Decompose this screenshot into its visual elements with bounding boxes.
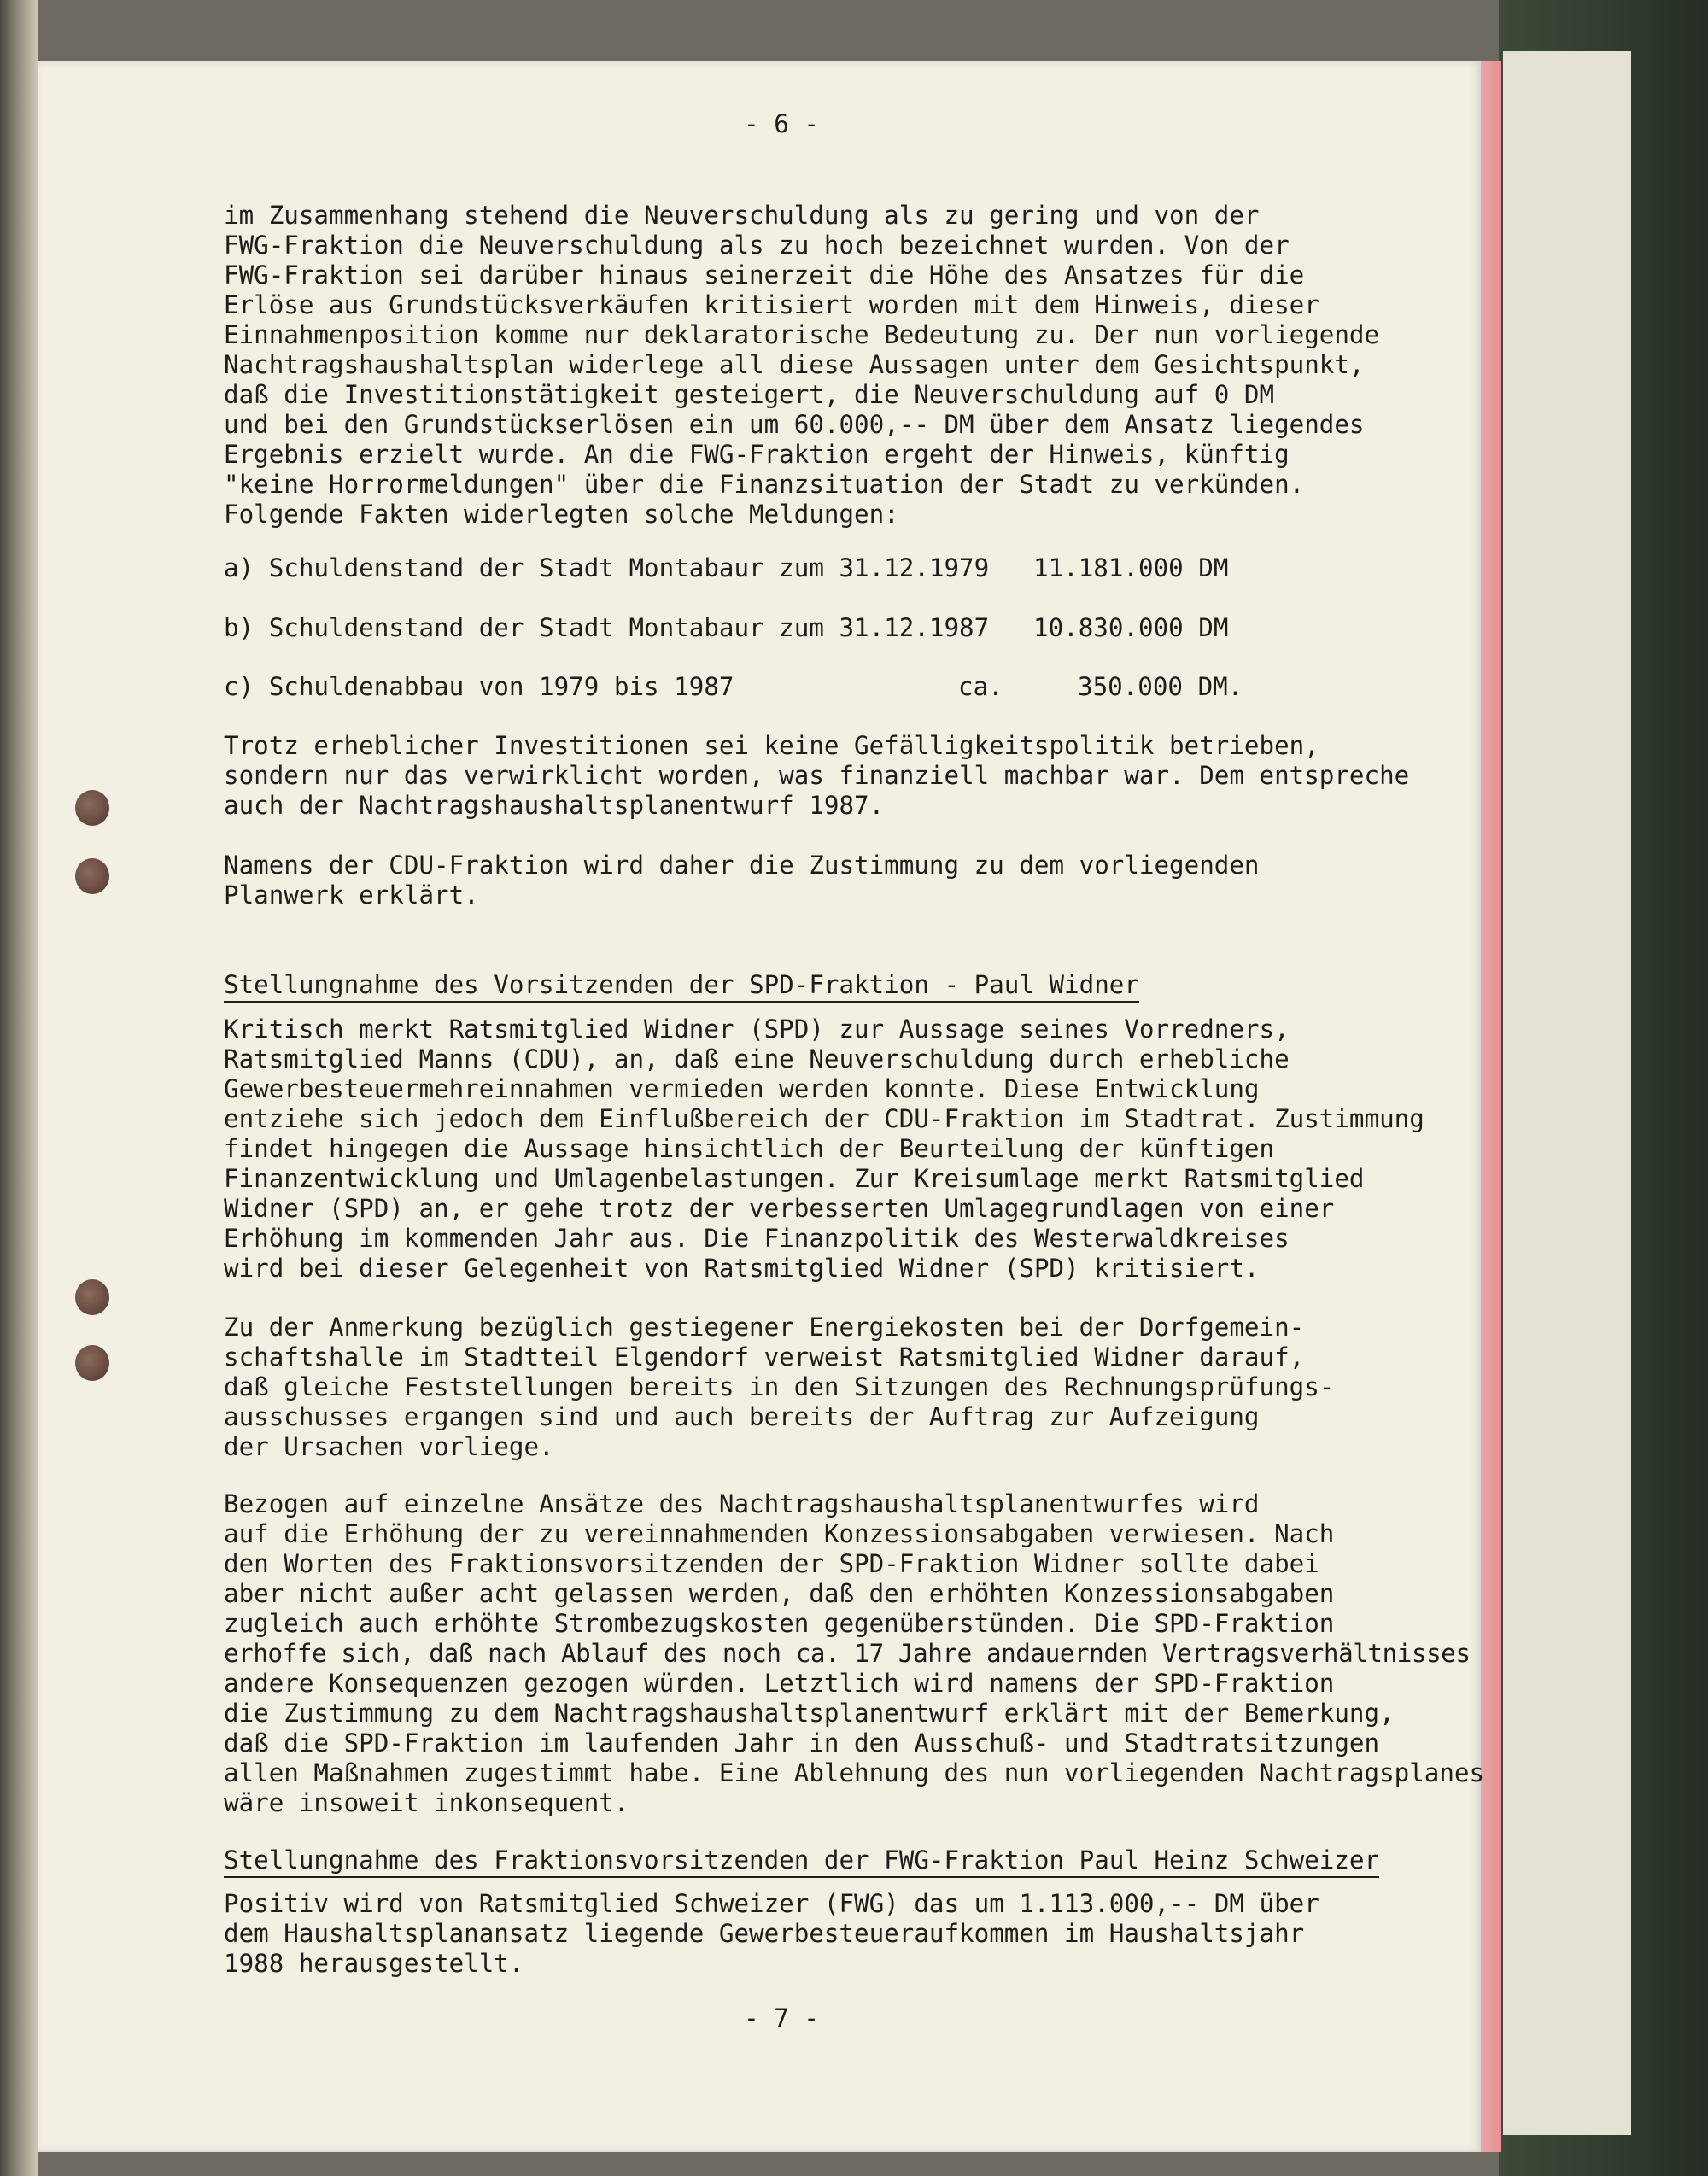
text-line: daß die SPD-Fraktion im laufenden Jahr in den Ausschuß- und Stadtratsitzungen xyxy=(224,1729,1380,1758)
fact-amount: 11.181.000 DM xyxy=(1033,553,1229,582)
text-line: auch der Nachtragshaushaltsplanentwurf 1987. xyxy=(224,791,885,820)
punch-hole xyxy=(75,1345,109,1381)
text-line: FWG-Fraktion sei darüber hinaus seinerzeit die Höhe des Ansatzes für die xyxy=(224,260,1305,290)
punch-hole xyxy=(75,790,109,826)
heading-text: Stellungnahme des Fraktionsvorsitzenden der FWG-Fraktion Paul Heinz Schweizer xyxy=(224,1846,1379,1878)
text-line: aber nicht außer acht gelassen werden, daß den erhöhten Konzessionsabgaben xyxy=(224,1579,1335,1608)
text-line: entziehe sich jedoch dem Einflußbereich der CDU-Fraktion im Stadtrat. Zustimmung xyxy=(224,1104,1424,1133)
text-line: den Worten des Fraktionsvorsitzenden der SPD-Fraktion Widner sollte dabei xyxy=(224,1549,1319,1578)
text-line: Einnahmenposition komme nur deklaratorische Bedeutung zu. Der nun vorliegende xyxy=(224,320,1380,349)
text-line: Erhöhung im kommenden Jahr aus. Die Finanzpolitik des Westerwaldkreises xyxy=(224,1224,1290,1253)
fact-amount: 10.830.000 DM xyxy=(1033,613,1229,642)
fact-label: b) Schuldenstand der Stadt Montabaur zum 31.12.1987 xyxy=(224,613,990,642)
text-line: 1988 herausgestellt. xyxy=(224,1949,524,1978)
text-line: Planwerk erklärt. xyxy=(224,880,479,910)
text-line: die Zustimmung zu dem Nachtragshaushaltsplanentwurf erklärt mit der Bemerkung, xyxy=(224,1699,1395,1728)
text-line: Kritisch merkt Ratsmitglied Widner (SPD) zur Aussage seines Vorredners, xyxy=(224,1015,1290,1044)
text-line: auf die Erhöhung der zu vereinnahmenden Konzessionsabgaben verwiesen. Nach xyxy=(224,1519,1335,1548)
text-line: Finanzentwicklung und Umlagenbelastungen. Zur Kreisumlage merkt Ratsmitglied xyxy=(224,1164,1365,1193)
text-line: wäre insoweit inkonsequent. xyxy=(224,1788,629,1817)
text-line: Ergebnis erzielt wurde. An die FWG-Fraktion ergeht der Hinweis, künftig xyxy=(224,440,1290,469)
section-heading-spd xyxy=(224,970,1139,1000)
punch-hole xyxy=(75,1279,109,1315)
text-line: Positiv wird von Ratsmitglied Schweizer (FWG) das um 1.113.000,-- DM über xyxy=(224,1889,1319,1918)
text-line: Widner (SPD) an, er gehe trotz der verbesserten Umlagegrundlagen von einer xyxy=(224,1194,1335,1223)
text-line: allen Maßnahmen zugestimmt habe. Eine Ablehnung des nun vorliegenden Nachtragsplanes xyxy=(224,1758,1485,1787)
text-line: der Ursachen vorliege. xyxy=(224,1432,554,1461)
text-line: findet hingegen die Aussage hinsichtlich der Beurteilung der künftigen xyxy=(224,1134,1275,1163)
fact-label: c) Schuldenabbau von 1979 bis 1987 xyxy=(224,672,734,701)
text-line: andere Konsequenzen gezogen würden. Letztlich wird namens der SPD-Fraktion xyxy=(224,1669,1335,1698)
text-line: sondern nur das verwirklicht worden, was finanziell machbar war. Dem entspreche xyxy=(224,761,1410,790)
heading-text: Stellungnahme des Vorsitzenden der SPD-Fraktion - Paul Widner xyxy=(224,970,1139,1003)
section-heading-fwg xyxy=(224,1846,1379,1875)
text-line: daß die Investitionstätigkeit gesteigert, die Neuverschuldung auf 0 DM xyxy=(224,380,1275,409)
text-line: Zu der Anmerkung bezüglich gestiegener Energiekosten bei der Dorfgemein- xyxy=(224,1313,1305,1342)
text-line: dem Haushaltsplanansatz liegende Gewerbesteueraufkommen im Haushaltsjahr xyxy=(224,1919,1305,1948)
text-line: ausschusses ergangen sind und auch bereits der Auftrag zur Aufzeigung xyxy=(224,1402,1260,1431)
text-line: im Zusammenhang stehend die Neuverschuldung als zu gering und von der xyxy=(224,201,1260,230)
text-line: Bezogen auf einzelne Ansätze des Nachtragshaushaltsplanentwurfes wird xyxy=(224,1489,1260,1518)
underlying-sheet xyxy=(1503,51,1631,2135)
text-line: Folgende Fakten widerlegten solche Meldungen: xyxy=(224,500,899,529)
text-line: FWG-Fraktion die Neuverschuldung als zu hoch bezeichnet wurden. Von der xyxy=(224,231,1290,260)
text-line: zugleich auch erhöhte Strombezugskosten gegenüberstünden. Die SPD-Fraktion xyxy=(224,1609,1335,1638)
punch-hole xyxy=(75,858,109,894)
text-line: schaftshalle im Stadtteil Elgendorf verweist Ratsmitglied Widner darauf, xyxy=(224,1342,1305,1372)
text-line: Erlöse aus Grundstücksverkäufen kritisiert worden mit dem Hinweis, dieser xyxy=(224,290,1319,319)
fact-prefix: ca. xyxy=(958,672,1003,701)
text-line: Namens der CDU-Fraktion wird daher die Zustimmung zu dem vorliegenden xyxy=(224,851,1260,880)
text-line: Nachtragshaushaltsplan widerlege all diese Aussagen unter dem Gesichtspunkt, xyxy=(224,350,1365,379)
fact-amount: 350.000 DM. xyxy=(1078,672,1243,701)
binder-spine xyxy=(0,0,38,2176)
page-number-header: - 6 - xyxy=(744,109,819,138)
page-edge-stripe xyxy=(1481,61,1501,2152)
fact-label: a) Schuldenstand der Stadt Montabaur zum 31.12.1979 xyxy=(224,553,990,582)
text-line: erhoffe sich, daß nach Ablauf des noch ca. 17 Jahre andauernden Vertragsverhältnisses xyxy=(224,1639,1471,1668)
text-line: Gewerbesteuermehreinnahmen vermieden werden konnte. Diese Entwicklung xyxy=(224,1074,1260,1103)
text-line: "keine Horrormeldungen" über die Finanzsituation der Stadt zu verkünden. xyxy=(224,470,1305,499)
text-line: und bei den Grundstückserlösen ein um 60.000,-- DM über dem Ansatz liegendes xyxy=(224,410,1365,439)
text-line: Ratsmitglied Manns (CDU), an, daß eine Neuverschuldung durch erhebliche xyxy=(224,1044,1290,1073)
text-line: Trotz erheblicher Investitionen sei keine Gefälligkeitspolitik betrieben, xyxy=(224,731,1319,760)
text-line: daß gleiche Feststellungen bereits in den Sitzungen des Rechnungsprüfungs- xyxy=(224,1372,1335,1401)
text-line: wird bei dieser Gelegenheit von Ratsmitglied Widner (SPD) kritisiert. xyxy=(224,1254,1260,1283)
page-number-footer: - 7 - xyxy=(744,2003,819,2033)
